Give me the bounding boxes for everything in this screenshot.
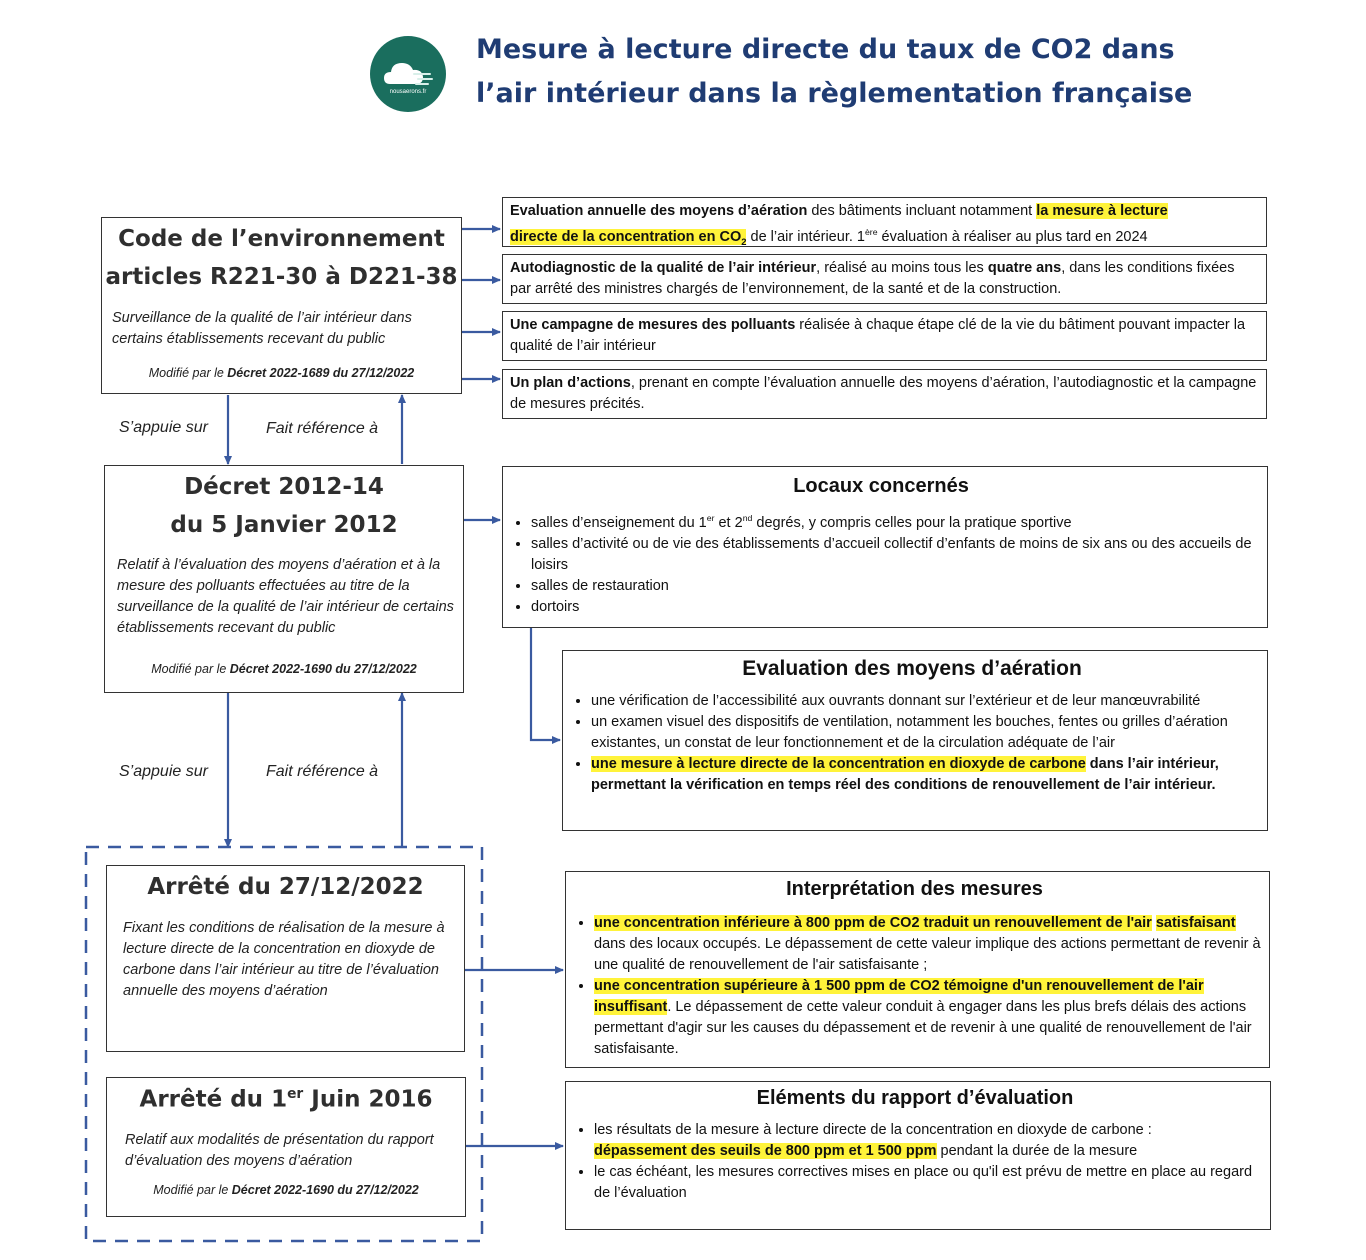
list-item: • un examen visuel des dispositifs de ventilation, notamment les bouches, fentes ou grilles d’aération existantes, un constat de leur fonctionnement et de la circulation adéquate de l’air: [591, 712, 1261, 754]
edge-label-refers-1: Fait référence à: [266, 420, 379, 437]
aeration-title: Evaluation des moyens d’aération: [742, 657, 1082, 680]
list-item: • une concentration inférieure à 800 ppm de CO2 traduit un renouvellement de l'air satisfaisant dans des locaux occupés. Le dépassement de cette valeur implique des actions permettant de revenir à une qualité de renouvellement de l'air satisfaisante ;: [594, 913, 1263, 976]
list-item: • une concentration supérieure à 1 500 ppm de CO2 témoigne d'un renouvellement de l'air insuffisant. Le dépassement de cette valeur conduit à engager dans les plus brefs délais des actions permettant d'agir sur les causes du dépassement et de revenir à une qualité de renouvellement de l'air satisfaisante.: [594, 976, 1263, 1060]
locaux-title: Locaux concernés: [793, 475, 969, 497]
list-item: • une vérification de l’accessibilité aux ouvrants donnant sur l’extérieur et de leur manœuvrabilité: [591, 691, 1261, 712]
aeration-box: [562, 650, 1268, 831]
autodiagnostic-box: Autodiagnostic de la qualité de l’air intérieur, réalisé au moins tous les quatre ans, dans les conditions fixées par arrêté des ministres chargés de l’environnement, de la santé et de la construction.: [502, 254, 1267, 304]
edge-label-supports-2: S’appuie sur: [119, 763, 208, 780]
code-env-title-1: Code de l’environnement: [118, 226, 445, 252]
list-item: • salles de restauration: [531, 576, 1259, 597]
rapport-box: [565, 1081, 1271, 1230]
interpretation-box: [565, 871, 1270, 1068]
decret-title-1: Décret 2012-14: [184, 474, 384, 500]
arrete-2016-modification: Modifié par le Décret 2022-1690 du 27/12/2022: [153, 1183, 419, 1197]
arrete-2016-description: Relatif aux modalités de présentation du rapport d’évaluation des moyens d’aération: [125, 1132, 434, 1169]
decret-description: Relatif à l’évaluation des moyens d’aération et à la mesure des polluants effectuées au titre de la surveillance de la qualité de l’air intérieur de certains établissements recevant du public: [117, 557, 454, 636]
code-env-modification: Modifié par le Décret 2022-1689 du 27/12/2022: [148, 366, 415, 380]
eval-annuelle-box: Evaluation annuelle des moyens d’aération des bâtiments incluant notamment la mesure à lecture directe de la concentration en $CO_2$ de l’air intérieur. 1ère évaluation à réaliser au plus tard en 2024: [502, 197, 1267, 247]
aeration-list: [563, 691, 1261, 796]
arrete-2022-box: [106, 865, 465, 1052]
rapport-list: [566, 1120, 1264, 1204]
plan-actions-box: Un plan d’actions, prenant en compte l’évaluation annuelle des moyens d’aération, l’autodiagnostic et la campagne de mesures précités.: [502, 369, 1267, 419]
arrow-locaux-to-aeration: [531, 628, 560, 740]
decret-box: [104, 465, 464, 693]
locaux-box: [502, 466, 1268, 628]
code-env-title-2: articles R221-30 à D221-38: [105, 264, 458, 290]
arrete-2022-title: Arrêté du 27/12/2022: [147, 874, 424, 900]
decret-modification: Modifié par le Décret 2022-1690 du 27/12/2022: [151, 662, 417, 676]
interpretation-list: [566, 913, 1263, 1060]
list-item: • les résultats de la mesure à lecture directe de la concentration en dioxyde de carbone : dépassement des seuils de 800 ppm et 1 500 ppm pendant la durée de la mesure: [594, 1120, 1264, 1162]
arrete-2016-box: [106, 1077, 466, 1217]
campagne-mesures-box: Une campagne de mesures des polluants réalisée à chaque étape clé de la vie du bâtiment pouvant impacter la qualité de l’air intérieur: [502, 311, 1267, 361]
decret-title-2: du 5 Janvier 2012: [170, 512, 398, 538]
page-title-line1: Mesure à lecture directe du taux de CO2 dans: [476, 34, 1175, 65]
page-title-line2: l’air intérieur dans la règlementation française: [476, 78, 1193, 109]
code-environnement-box: [101, 217, 462, 394]
list-item: • le cas échéant, les mesures correctives mises en place ou qu'il est prévu de mettre en place au regard de l’évaluation: [594, 1162, 1264, 1204]
edge-label-supports-1: S’appuie sur: [119, 419, 208, 436]
logo-text: nousaerons.fr: [389, 89, 427, 95]
list-item: • une mesure à lecture directe de la concentration en dioxyde de carbone dans l’air intérieur, permettant la vérification en temps réel des conditions de renouvellement de l’air intérieur.: [591, 754, 1261, 796]
arrete-2016-title: Arrêté du 1er Juin 2016: [139, 1086, 433, 1113]
edge-label-refers-2: Fait référence à: [266, 763, 379, 780]
code-env-description: Surveillance de la qualité de l’air intérieur dans certains établissements recevant du public: [112, 310, 412, 347]
list-item: • dortoirs: [531, 597, 1259, 618]
rapport-title: Eléments du rapport d’évaluation: [756, 1087, 1074, 1109]
arrete-2022-description: Fixant les conditions de réalisation de la mesure à lecture directe de la concentration en dioxyde de carbone dans l’air intérieur au titre de l’évaluation annuelle des moyens d’aération: [123, 920, 445, 999]
locaux-list: [503, 508, 1259, 618]
interpretation-title: Interprétation des mesures: [786, 878, 1043, 900]
list-item: • salles d’activité ou de vie des établissements d’accueil collectif d’enfants de moins de six ans ou des accueils de loisirs: [531, 534, 1259, 576]
list-item: • salles d’enseignement du 1er et 2nd degrés, y compris celles pour la pratique sportive: [531, 508, 1259, 534]
